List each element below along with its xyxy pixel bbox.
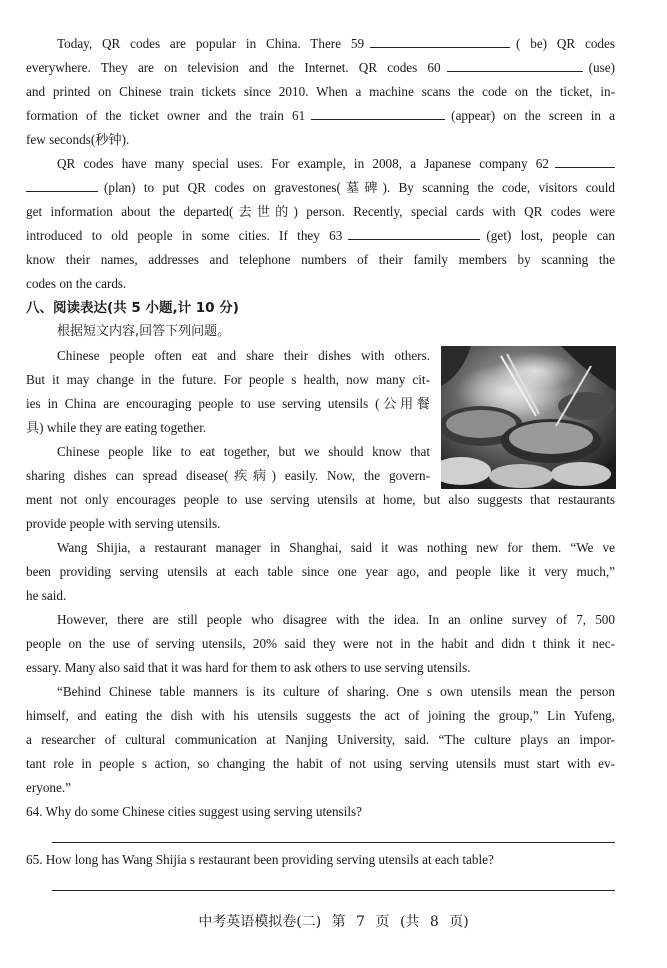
passage2-line: sharing dishes can spread disease(疾病) easily. Now, the govern- [26, 468, 430, 483]
passage2-line: been providing serving utensils at each table since one year ago, and people like it very much,” [26, 564, 615, 579]
text-segment: formation of the ticket owner and the train 61 [26, 108, 306, 123]
passage2-line: Chinese people like to eat together, but we should know that [57, 444, 430, 459]
text-segment: introduced to old people in some cities. If they 63 [26, 228, 343, 243]
passage2-line: essary. Many also said that it was hard for them to ask others to use serving utensils. [26, 660, 471, 675]
passage2-line: tant role in people s action, so changing the habit of not using serving utensils must start with ev- [26, 756, 615, 771]
answer-line-64[interactable] [52, 842, 615, 843]
text-segment: QR codes have many special uses. For example, in 2008, a Japanese company 62 [57, 156, 549, 171]
passage2-line: But it may change in the future. For people s health, now many cit- [26, 372, 430, 387]
passage1-line: and printed on Chinese train tickets since 2010. When a machine scans the code on the ticket, in- [26, 84, 615, 99]
passage2-line: However, there are still people who disagree with the idea. In an online survey of 7, 500 [57, 612, 615, 627]
passage1-line [26, 104, 615, 128]
text-segment: Today, QR codes are popular in China. There 59 [57, 36, 365, 51]
answer-blank-59[interactable] [370, 33, 510, 48]
passage2-line: ies in China are encouraging people to use serving utensils (公用餐 [26, 396, 430, 411]
passage2-line: provide people with serving utensils. [26, 516, 221, 531]
section-instruction: 根据短文内容,回答下列问题。 [57, 324, 231, 339]
answer-line-65[interactable] [52, 890, 615, 891]
answer-blank-62a[interactable] [555, 153, 615, 168]
page-footer: 中考英语模拟卷(二) 第 7 页 (共 8 页) [198, 914, 469, 930]
passage2-line: eryone.” [26, 780, 72, 795]
answer-blank-60[interactable] [447, 57, 583, 72]
answer-blank-63[interactable] [348, 225, 480, 240]
answer-blank-61[interactable] [311, 105, 445, 120]
answer-blank-62b[interactable] [26, 177, 98, 192]
question-65: 65. How long has Wang Shijia s restaurant been providing serving utensils at each table? [26, 852, 494, 867]
passage1-line [57, 32, 615, 56]
text-segment: (appear) on the screen in a [451, 108, 615, 123]
passage2-line: a researcher of cultural communication at Nanjing University, said. “The culture plays an impor- [26, 732, 615, 747]
passage1-line [26, 56, 615, 80]
photo-shared-dishes-icon [441, 346, 616, 489]
text-segment: (get) lost, people can [486, 228, 615, 243]
section-heading: 八、阅读表达(共 5 小题,计 10 分) [26, 300, 239, 316]
passage2-line: “Behind Chinese table manners is its culture of sharing. One s own utensils mean the person [57, 684, 615, 699]
text-segment: everywhere. They are on television and the Internet. QR codes 60 [26, 60, 441, 75]
passage1-line [26, 176, 615, 200]
passage2-line: Chinese people often eat and share their dishes with others. [57, 348, 430, 363]
text-segment: (use) [588, 60, 615, 75]
passage2-line: Wang Shijia, a restaurant manager in Shanghai, said it was nothing new for them. “We ve [57, 540, 615, 555]
text-segment: ( be) QR codes [516, 36, 616, 51]
passage1-line: codes on the cards. [26, 276, 127, 291]
question-64: 64. Why do some Chinese cities suggest using serving utensils? [26, 804, 363, 819]
passage1-line [26, 224, 615, 248]
passage2-line: ment not only encourages people to use serving utensils at home, but also suggests that restaurants [26, 492, 615, 507]
passage1-line: know their names, addresses and telephone numbers of their family members by scanning the [26, 252, 615, 267]
passage2-line: he said. [26, 588, 67, 603]
passage2-line: himself, and eating the dish with his utensils suggests the act of joining the group,” Lin Yufeng, [26, 708, 615, 723]
passage1-line [57, 152, 615, 176]
passage2-line: people on the use of serving utensils, 20% said they were not in the habit and didn t think it nec- [26, 636, 615, 651]
text-segment: (plan) to put QR codes on gravestones(墓碑). By scanning the code, visitors could [104, 180, 615, 195]
passage2-line: 具) while they are eating together. [26, 420, 207, 435]
photo-graphic [441, 346, 616, 489]
passage1-line: few seconds(秒钟). [26, 132, 130, 147]
passage1-line: get information about the departed(去世的) person. Recently, special cards with QR codes were [26, 204, 615, 219]
